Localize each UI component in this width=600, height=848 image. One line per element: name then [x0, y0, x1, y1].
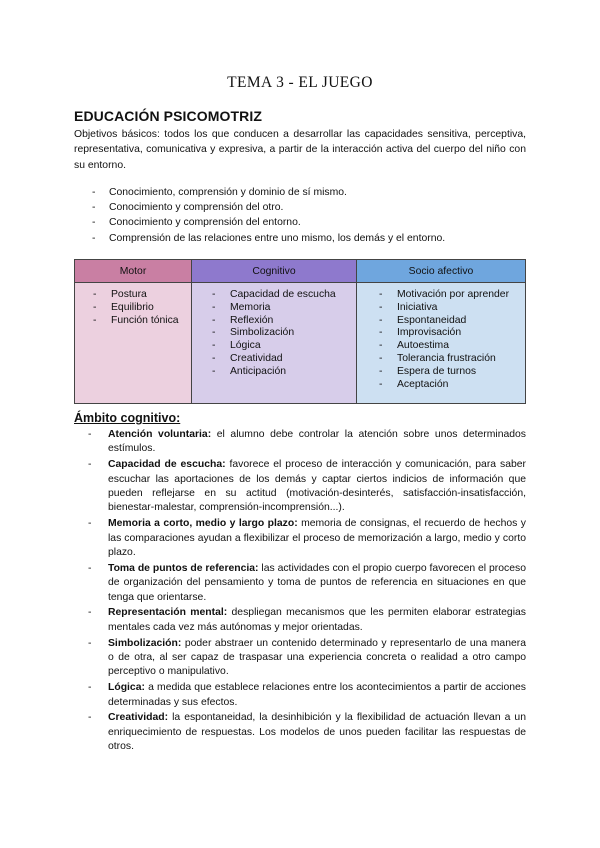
list-item: - Iniciativa [379, 301, 438, 313]
table-row [75, 283, 526, 404]
list-item: - Tolerancia frustración [379, 352, 496, 364]
item-text: favorece el proceso de interacción y comunicación, para saber escuchar las aportaciones de los demás y captar ciertos indicios de información que pueden reflejarse en su actitud (motivación-desinterés, satisfacción-insatisfacción, bienestar-malestar, comprensión-incomprensión...). [108, 459, 526, 514]
item-term: Creatividad: [108, 712, 169, 724]
areas-table [74, 259, 526, 404]
motor-list [81, 289, 185, 327]
item-term: Representación mental: [108, 607, 228, 619]
list-item: - Toma de puntos de referencia: las actividades con el propio cuerpo favorecen el proceso de organización del pensamiento y toma de puntos de referencia en situaciones en que tenga que orientarse. [88, 562, 526, 603]
list-item: - Memoria [212, 301, 271, 313]
list-item: - Atención voluntaria: el alumno debe controlar la atención sobre unos determinados estímulos. [88, 429, 526, 455]
cell-cognitivo [192, 283, 357, 404]
list-item: - Equilibrio [93, 301, 154, 313]
item-text: memoria de consignas, el recuerdo de hechos y las comparaciones ayudan a flexibilizar el proceso de memorización a largo, medio y corto plazo. [108, 518, 526, 559]
list-item: - Aceptación [379, 378, 449, 390]
list-item: - Conocimiento, comprensión y dominio de sí mismo. [92, 185, 532, 200]
list-item: - Espontaneidad [379, 314, 467, 326]
list-item: - Simbolización: poder abstraer un contenido determinado y representarlo de una manera o de otra, al ser capaz de traspasar una experiencia concreta o realidad a otro campo perceptivo o manipulativo. [88, 637, 526, 678]
item-text: a medida que establece relaciones entre los acontecimientos a partir de acciones determinadas y sus efectos. [108, 682, 526, 708]
item-term: Capacidad de escucha: [108, 459, 226, 471]
table-header-row [75, 260, 526, 283]
list-item: - Postura [93, 289, 147, 300]
section-title: EDUCACIÓN PSICOMOTRIZ [74, 108, 262, 124]
header-motor: Motor [75, 260, 192, 283]
ambito-cognitivo-list [88, 428, 526, 756]
list-item: - Anticipación [212, 365, 287, 377]
dash-bullet: - [92, 202, 96, 214]
item-term: Atención voluntaria: [108, 429, 212, 440]
cell-motor [75, 283, 192, 404]
list-item: - Función tónica [93, 314, 179, 326]
dash-bullet: - [92, 187, 96, 198]
item-term: Lógica: [108, 682, 145, 694]
cell-socio-afectivo [357, 283, 526, 404]
intro-paragraph: Objetivos básicos: todos los que conducen a desarrollar las capacidades sensitiva, perceptiva, representativa, comunicativa y expresiva, a partir de la interacción activa del cuerpo del niño con su entorno. [74, 129, 526, 171]
item-term: Toma de puntos de referencia: [108, 562, 259, 574]
cognitivo-list [198, 289, 350, 379]
item-text: poder abstraer un contenido determinado y representarlo de una manera o de otra, al ser capaz de traspasar una experiencia concreta o realidad a otro campo perceptivo o manipulativo. [108, 637, 526, 678]
list-item: - Espera de turnos [379, 365, 477, 377]
dash-bullet: - [92, 217, 96, 229]
dash-bullet: - [92, 232, 96, 244]
header-cognitivo: Cognitivo [192, 260, 357, 283]
list-item: - Creatividad [212, 352, 283, 364]
list-item: - Representación mental: despliegan mecanismos que les permiten elaborar estrategias mentales cada vez más autónomas y mejor orientadas. [88, 607, 526, 633]
page-title: TEMA 3 - EL JUEGO [227, 74, 373, 91]
item-text: la espontaneidad, la desinhibición y la flexibilidad de actuación llevan a un enriquecimiento de respuestas. Los modelos de unos pueden facilitar las respuestas de otros. [108, 712, 526, 753]
list-item: - Lógica [212, 340, 261, 352]
header-socio-afectivo: Socio afectivo [357, 260, 526, 283]
list-item: - Creatividad: la espontaneidad, la desinhibición y la flexibilidad de actuación llevan a un enriquecimiento de respuestas. Los modelos de unos pueden facilitar las respuestas de otros. [88, 712, 526, 753]
list-item: - Capacidad de escucha: favorece el proceso de interacción y comunicación, para saber escuchar las aportaciones de los demás y captar ciertos indicios de información que pueden reflejarse en su actitud (motivación-desinterés, satisfacción-insatisfacción, bienestar-malestar, comprensión-incomprensión...). [88, 459, 526, 514]
socio-list [363, 289, 519, 391]
list-item: - Improvisación [379, 327, 462, 339]
list-item: - Comprensión de las relaciones entre uno mismo, los demás y el entorno. [92, 231, 532, 246]
item-text: las actividades con el propio cuerpo favorecen el proceso de organización del pensamiento y toma de puntos de referencia en situaciones en que tenga que orientarse. [108, 562, 526, 603]
item-text: despliegan mecanismos que les permiten elaborar estrategias mentales cada vez más autónomas y mejor orientadas. [108, 607, 526, 633]
goals-list [92, 185, 532, 246]
list-item: - Conocimiento y comprensión del entorno. [92, 215, 532, 230]
list-item: - Lógica: a medida que establece relaciones entre los acontecimientos a partir de acciones determinadas y sus efectos. [88, 682, 526, 708]
list-item: - Autoestima [379, 340, 449, 352]
list-item: - Memoria a corto, medio y largo plazo: memoria de consignas, el recuerdo de hechos y las comparaciones ayudan a flexibilizar el proceso de memorización a largo, medio y corto plazo. [88, 518, 526, 559]
list-item: - Simbolización [212, 327, 295, 339]
list-item: - Conocimiento y comprensión del otro. [92, 200, 532, 215]
item-text: el alumno debe controlar la atención sobre unos determinados estímulos. [108, 429, 526, 455]
list-item: - Motivación por aprender [379, 289, 510, 300]
list-item: - Reflexión [212, 314, 274, 326]
item-term: Simbolización: [108, 637, 182, 649]
list-item: - Capacidad de escucha [212, 289, 336, 300]
item-term: Memoria a corto, medio y largo plazo: [108, 518, 298, 530]
ambito-cognitivo-title: Ámbito cognitivo: [74, 411, 181, 425]
